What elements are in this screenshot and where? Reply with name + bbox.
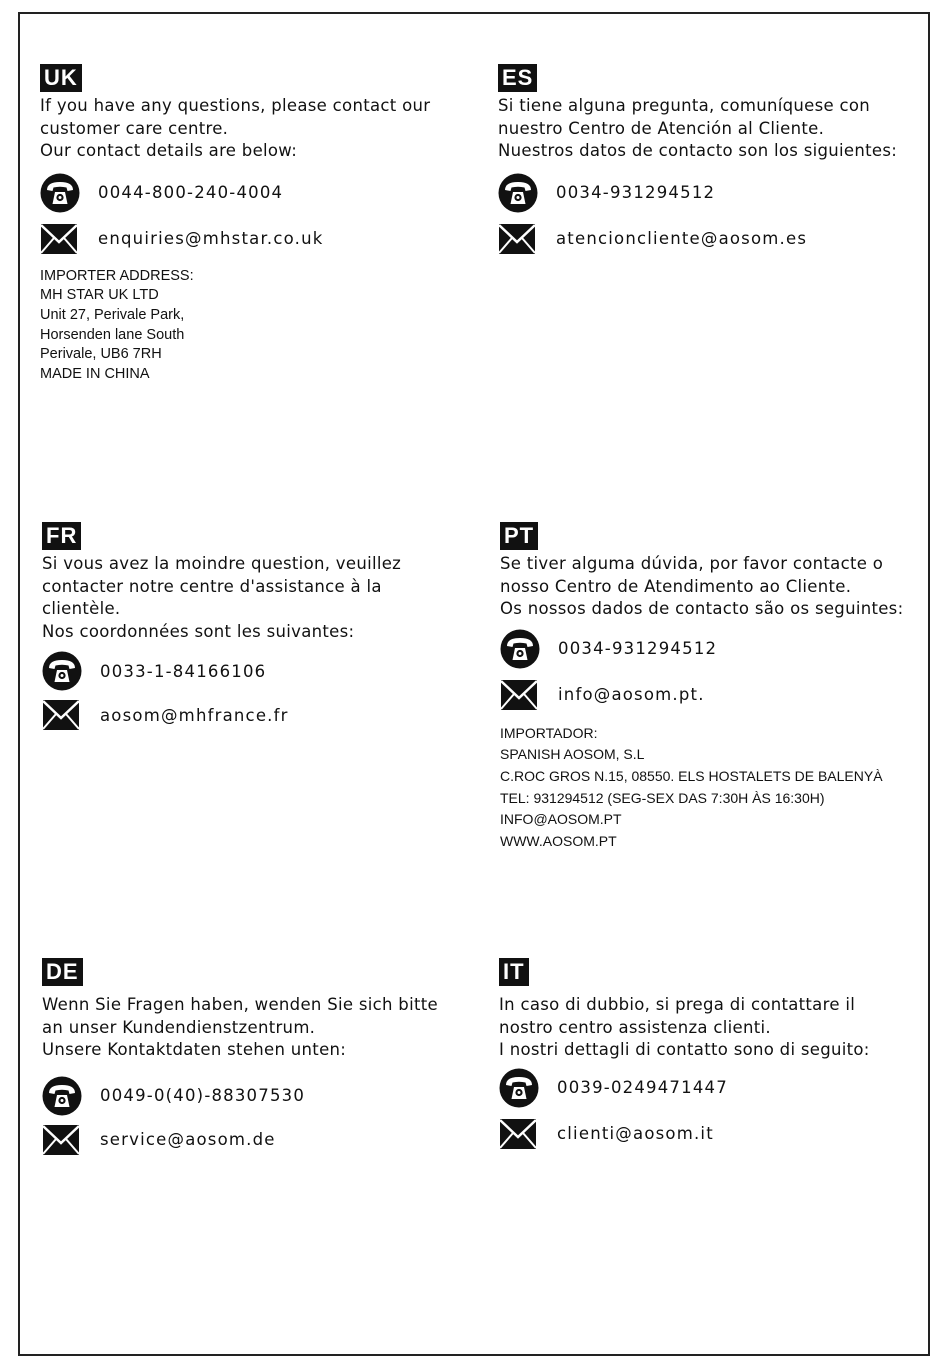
intro-line: nuestro Centro de Atención al Cliente. <box>498 118 825 138</box>
section-it <box>499 958 939 1156</box>
country-badge-fr: FR <box>42 522 81 550</box>
country-badge-pt: PT <box>500 522 538 550</box>
intro-line: nostro centro assistenza clienti. <box>499 1017 771 1037</box>
address-line: INFO@AOSOM.PT <box>500 811 622 828</box>
intro-text <box>40 95 480 163</box>
intro-line: Se tiver alguma dúvida, por favor contacte o <box>500 554 884 573</box>
address-line: Perivale, UB6 7RH <box>40 346 162 363</box>
intro-text <box>500 553 920 621</box>
intro-line: clientèle. <box>42 599 121 618</box>
email-address[interactable]: service@aosom.de <box>100 1130 276 1149</box>
address-line: TEL: 931294512 (SEG-SEX DAS 7:30H ÀS 16:30H) <box>500 789 825 806</box>
phone-row <box>498 171 938 215</box>
intro-line: Si tiene alguna pregunta, comuníquese con <box>498 96 871 115</box>
country-badge-uk: UK <box>40 64 82 92</box>
phone-number[interactable]: 0049-0(40)-88307530 <box>100 1086 306 1105</box>
phone-number[interactable]: 0039-0249471447 <box>557 1078 728 1097</box>
country-badge-es: ES <box>498 64 537 92</box>
address-line: IMPORTER ADDRESS: <box>40 267 194 284</box>
intro-line: contacter notre centre d'assistance à la <box>42 576 382 596</box>
envelope-icon <box>42 695 82 735</box>
address-line: IMPORTADOR: <box>500 724 598 741</box>
intro-line: Os nossos dados de contacto são os seguintes: <box>500 599 904 618</box>
country-badge-de: DE <box>42 958 83 986</box>
phone-number[interactable]: 0034-931294512 <box>556 183 716 202</box>
intro-line: Our contact details are below: <box>40 141 298 160</box>
email-address[interactable]: atencioncliente@aosom.es <box>556 229 808 248</box>
email-address[interactable]: enquiries@mhstar.co.uk <box>98 229 324 248</box>
envelope-icon <box>500 675 540 715</box>
email-address[interactable]: info@aosom.pt. <box>558 685 705 704</box>
importer-address <box>500 723 920 853</box>
intro-line: Wenn Sie Fragen haben, wenden Sie sich bitte <box>42 995 438 1014</box>
intro-line: Unsere Kontaktdaten stehen unten: <box>42 1040 347 1059</box>
intro-text <box>42 994 482 1062</box>
section-uk <box>40 64 480 385</box>
address-line: C.ROC GROS N.15, 08550. ELS HOSTALETS DE BALENYÀ <box>500 767 883 784</box>
email-row <box>42 1118 482 1162</box>
phone-number[interactable]: 0033-1-84166106 <box>100 661 267 681</box>
intro-line: I nostri dettagli di contatto sono di seguito: <box>499 1040 870 1059</box>
section-fr <box>42 522 482 737</box>
section-pt <box>500 522 920 853</box>
envelope-icon <box>499 1114 539 1154</box>
address-line: MADE IN CHINA <box>40 366 150 383</box>
email-row <box>499 1112 939 1156</box>
phone-number[interactable]: 0044-800-240-4004 <box>98 183 284 202</box>
intro-text <box>499 994 939 1062</box>
intro-text <box>42 553 482 643</box>
section-de <box>42 958 482 1162</box>
email-address[interactable]: clienti@aosom.it <box>557 1124 714 1143</box>
intro-text <box>498 95 938 163</box>
envelope-icon <box>42 1120 82 1160</box>
phone-row <box>42 649 482 693</box>
telephone-icon <box>500 629 540 669</box>
phone-row <box>42 1074 482 1118</box>
address-line: SPANISH AOSOM, S.L <box>500 746 645 763</box>
telephone-icon <box>498 173 538 213</box>
intro-line: Nuestros datos de contacto son los siguientes: <box>498 141 898 160</box>
intro-line: Si vous avez la moindre question, veuillez <box>42 554 402 573</box>
intro-line: an unser Kundendienstzentrum. <box>42 1017 316 1037</box>
telephone-icon <box>40 173 80 213</box>
intro-line: customer care centre. <box>40 118 229 138</box>
telephone-icon <box>42 651 82 691</box>
envelope-icon <box>498 219 538 259</box>
phone-row <box>499 1066 939 1110</box>
phone-number[interactable]: 0034-931294512 <box>558 639 718 658</box>
address-line: Horsenden lane South <box>40 326 185 343</box>
phone-row <box>500 627 920 671</box>
telephone-icon <box>42 1076 82 1116</box>
telephone-icon <box>499 1068 539 1108</box>
intro-line: If you have any questions, please contact our <box>40 96 431 115</box>
address-line: WWW.AOSOM.PT <box>500 833 617 850</box>
address-line: Unit 27, Perivale Park, <box>40 306 185 323</box>
intro-line: Nos coordonnées sont les suivantes: <box>42 621 355 641</box>
section-es <box>498 64 938 261</box>
email-row <box>40 217 480 261</box>
intro-line: nosso Centro de Atendimento ao Cliente. <box>500 576 852 596</box>
email-row <box>498 217 938 261</box>
email-address[interactable]: aosom@mhfrance.fr <box>100 705 289 725</box>
country-badge-it: IT <box>499 958 529 986</box>
intro-line: In caso di dubbio, si prega di contattare il <box>499 995 856 1014</box>
importer-address <box>40 267 480 385</box>
envelope-icon <box>40 219 80 259</box>
email-row <box>500 673 920 717</box>
address-line: MH STAR UK LTD <box>40 287 159 304</box>
email-row <box>42 693 482 737</box>
phone-row <box>40 171 480 215</box>
